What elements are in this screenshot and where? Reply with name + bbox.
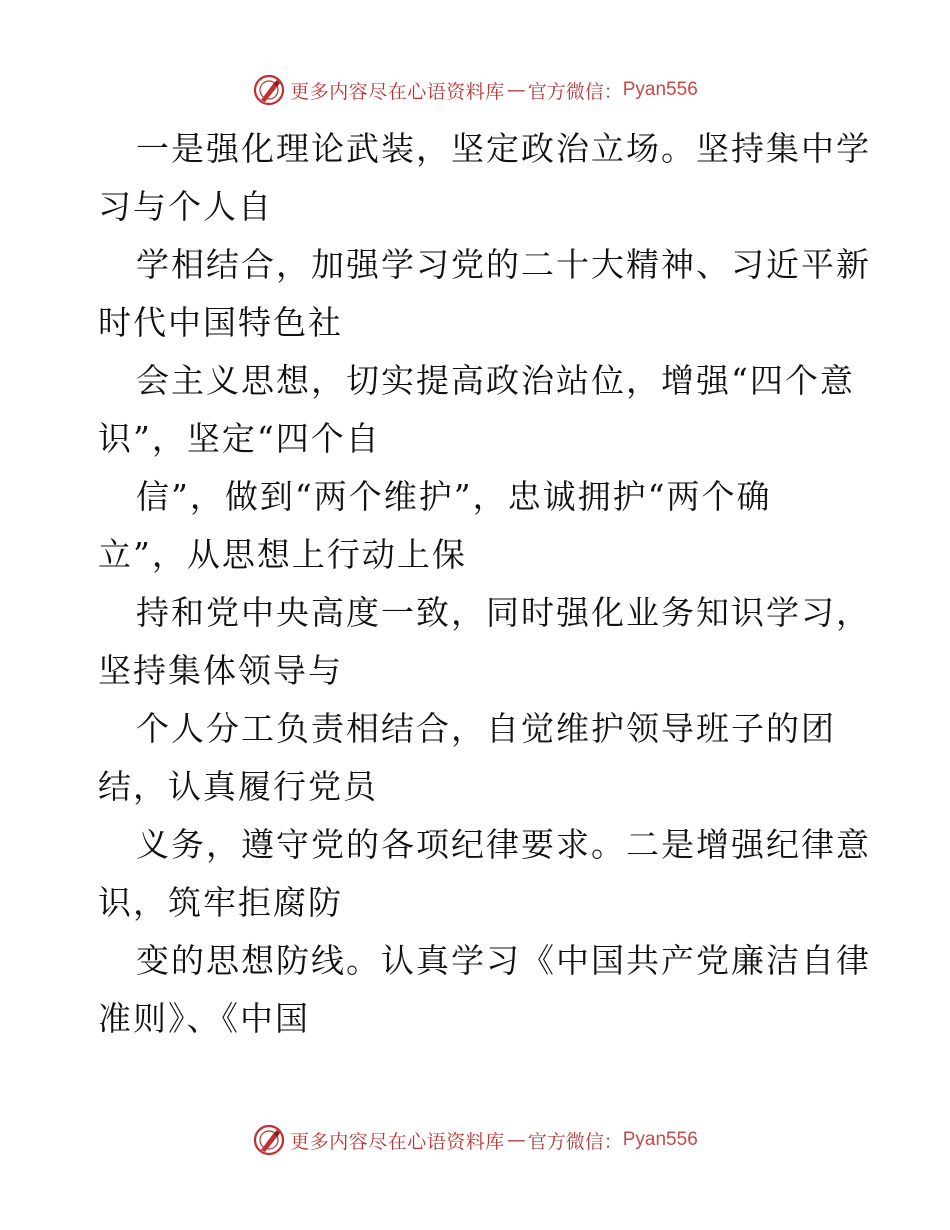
document-line-text: 会主义思想，切实提高政治站位，增强“四个意 bbox=[136, 361, 855, 400]
document-line bbox=[98, 816, 871, 874]
watermark-dash: — bbox=[506, 1129, 526, 1151]
document-line bbox=[98, 642, 858, 700]
watermark-wechat-id: Pyan556 bbox=[622, 1129, 698, 1150]
document-line bbox=[98, 758, 858, 816]
document-line-text: 持和党中央高度一致，同时强化业务知识学习， bbox=[136, 593, 871, 632]
document-line bbox=[98, 352, 858, 410]
document-line-text: 变的思想防线。认真学习《中国共产党廉洁自律 bbox=[136, 941, 871, 980]
document-line-text: 识”，坚定“四个自 bbox=[98, 419, 381, 458]
watermark-sub-text: 官方微信： bbox=[527, 80, 623, 103]
document-line-text: 习与个人自 bbox=[98, 187, 273, 226]
document-line bbox=[98, 178, 858, 236]
watermark-dash: — bbox=[506, 79, 526, 101]
document-line bbox=[98, 874, 858, 932]
document-line bbox=[98, 120, 871, 178]
document-line-text: 信”，做到“两个维护”，忠诚拥护“两个确 bbox=[136, 477, 772, 516]
document-line bbox=[98, 410, 858, 468]
document-line-text: 坚持集体领导与 bbox=[98, 651, 343, 690]
document-line bbox=[98, 236, 871, 294]
document-line bbox=[98, 584, 871, 642]
document-line bbox=[98, 990, 858, 1048]
document-line bbox=[98, 526, 858, 584]
document-line bbox=[98, 468, 858, 526]
footer-watermark bbox=[0, 1120, 950, 1160]
header-watermark bbox=[0, 70, 950, 110]
watermark-main-text: 更多内容尽在心语资料库 bbox=[290, 80, 505, 103]
document-line-text: 准则》、《中国 bbox=[98, 999, 310, 1038]
document-line-text: 识，筑牢拒腐防 bbox=[98, 883, 343, 922]
watermark-wechat-id: Pyan556 bbox=[622, 79, 698, 100]
document-line-text: 学相结合，加强学习党的二十大精神、习近平新 bbox=[136, 245, 871, 284]
document-line-text: 结，认真履行党员 bbox=[98, 767, 378, 806]
document-line-text: 一是强化理论武装，坚定政治立场。坚持集中学 bbox=[136, 129, 871, 168]
document-line-text: 个人分工负责相结合，自觉维护领导班子的团 bbox=[136, 709, 836, 748]
pen-nib-circle-icon bbox=[252, 1123, 286, 1157]
document-line bbox=[98, 932, 871, 990]
document-line bbox=[98, 700, 858, 758]
watermark-main-text: 更多内容尽在心语资料库 bbox=[290, 1130, 505, 1153]
document-line bbox=[98, 294, 858, 352]
document-line-text: 立”，从思想上行动上保 bbox=[98, 535, 467, 574]
document-line-text: 义务，遵守党的各项纪律要求。二是增强纪律意 bbox=[136, 825, 871, 864]
document-line-text: 时代中国特色社 bbox=[98, 303, 343, 342]
document-body bbox=[98, 120, 871, 1048]
watermark-sub-text: 官方微信： bbox=[527, 1130, 623, 1153]
pen-nib-circle-icon bbox=[252, 73, 286, 107]
